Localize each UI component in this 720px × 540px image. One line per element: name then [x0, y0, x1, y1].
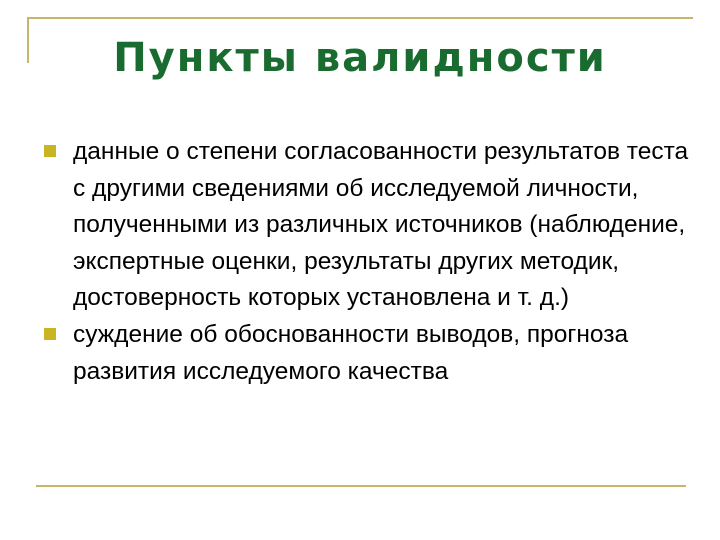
square-bullet-icon [44, 145, 56, 157]
bullet-item-2 [44, 317, 694, 390]
bullet-item-1 [44, 134, 694, 317]
bullet-text: суждение об обоснованности выводов, прогноза развития исследуемого качества [73, 320, 629, 385]
bullet-text: данные о степени согласованности результатов теста с другими сведениями об исследуемой личности, полученными из различных источников (наблюдение, экспертные оценки, результаты других методик, достоверность которых установлена и т. д.) [73, 138, 689, 312]
bullet-list [44, 134, 694, 390]
bottom-divider [36, 485, 686, 487]
slide-title: Пункты валидности [113, 35, 607, 81]
top-divider [27, 17, 693, 19]
square-bullet-icon [44, 328, 56, 340]
